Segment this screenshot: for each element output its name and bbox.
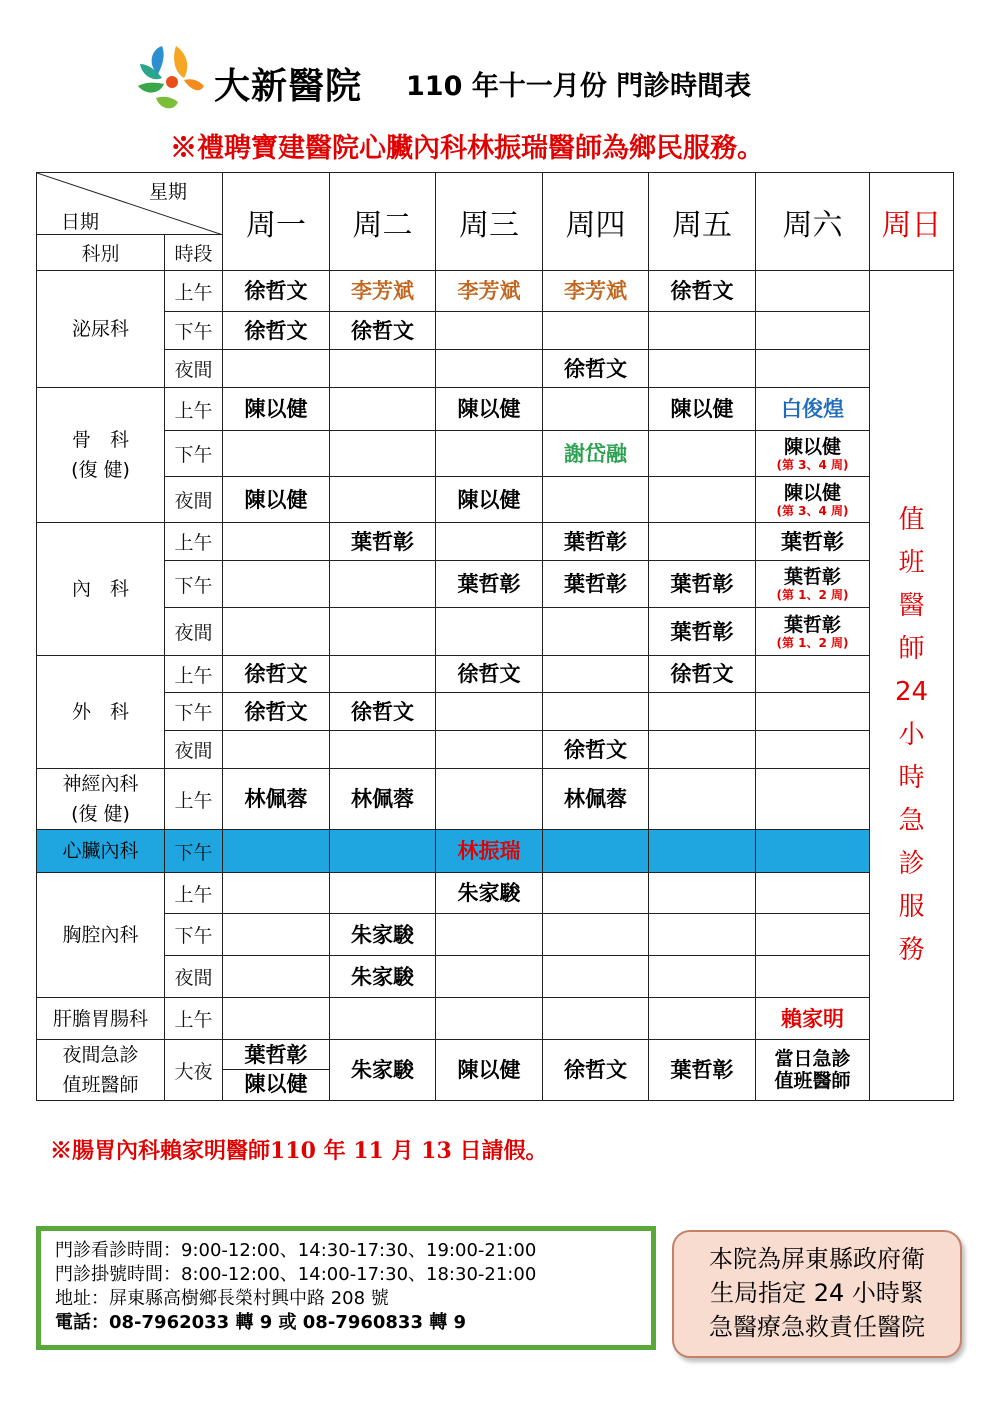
doctor: 徐哲文 [457,662,521,686]
dept-cardiology: 心臟內科 [37,830,165,873]
doctor: 李芳斌 [457,279,521,303]
period: 下午 [165,561,223,608]
dept-surgery: 外 科 [37,656,165,769]
date-label: 日期 [61,211,100,233]
slot [649,271,756,312]
doctor: 徐哲文 [670,662,734,686]
doctor: 林佩蓉 [351,787,414,811]
hospital-name: 大新醫院 [214,66,363,107]
split-slot [223,1040,330,1101]
day-wed: 周三 [436,173,543,271]
sunday-char: 時 [898,763,925,793]
period: 上午 [165,388,223,431]
period: 下午 [165,312,223,350]
doctor: 李芳斌 [351,279,414,303]
day-fri: 周五 [649,173,756,271]
week-note: (第 1、2 周) [776,635,849,650]
sunday-char: 值 [898,505,925,535]
period-header: 時段 [165,235,223,271]
doctor: 李芳斌 [564,279,627,303]
period: 上午 [165,998,223,1040]
period: 夜間 [165,477,223,523]
sunday-char: 小 [898,720,925,750]
header-corner [37,173,223,235]
dept-name: 神經內科 [62,773,139,795]
info-box [36,1226,656,1350]
dept-name: 夜間急診 [62,1044,139,1066]
sunday-char: 24 [894,677,929,707]
doctor: 陳以健 [244,1072,308,1096]
doctor: 徐哲文 [244,699,308,724]
doctor: 徐哲文 [564,1058,627,1082]
clinic-hours: 門診看診時間：9:00-12:00、14:30-17:30、19:00-21:00 [55,1240,537,1261]
period: 上午 [165,271,223,312]
doctor: 徐哲文 [244,318,308,343]
sunday-char: 服 [898,892,925,922]
sunday-char: 診 [898,849,925,879]
doctor: 白俊煌 [781,397,844,421]
notice-top: ※禮聘寶建醫院心臟內科林振瑞醫師為鄉民服務。 [170,133,764,164]
doctor: 林佩蓉 [244,787,308,811]
doctor: 陳以健 [783,435,841,458]
registration-hours: 門診掛號時間：8:00-12:00、14:00-17:30、18:30-21:00 [55,1264,537,1285]
period: 上午 [165,873,223,914]
dept-gastro: 肝膽胃腸科 [37,998,165,1040]
week-note: (第 3、4 周) [776,503,849,518]
doctor: 朱家駿 [351,1058,414,1082]
hospital-logo-icon [132,40,208,116]
phone: 電話：08-7962033 轉 9 或 08-7960833 轉 9 [55,1312,467,1333]
doctor: 徐哲文 [351,318,414,343]
dept-night-er [37,1040,165,1101]
er-duty-line1: 當日急診 [774,1048,851,1070]
doctor: 朱家駿 [457,881,521,905]
doctor: 葉哲彰 [781,529,844,554]
address: 地址：屏東縣高樹鄉長榮村興中路 208 號 [55,1288,389,1309]
period: 下午 [165,830,223,873]
dept-orthopedics [37,388,165,523]
doctor: 葉哲彰 [783,566,841,588]
day-thu: 周四 [543,173,649,271]
schedule-title: 110 年十一月份 門診時間表 [406,71,752,102]
doctor: 徐哲文 [564,737,627,762]
designation-line1: 本院為屏東縣政府衛 [709,1245,925,1273]
doctor: 陳以健 [457,487,521,512]
week-note: (第 1、2 周) [776,588,849,602]
sunday-char: 班 [898,548,925,578]
doctor: 賴家明 [781,1006,844,1031]
sunday-duty-column [870,271,954,1101]
sunday-char: 務 [898,935,925,965]
doctor: 葉哲彰 [670,572,734,596]
sunday-char: 急 [898,806,925,836]
doctor: 朱家駿 [351,922,414,947]
doctor: 謝岱融 [564,441,627,466]
designation-line3: 急醫療急救責任醫院 [709,1313,925,1341]
day-sat: 周六 [756,173,870,271]
period: 下午 [165,914,223,956]
week-note: (第 3、4 周) [776,457,849,472]
doctor: 陳以健 [670,397,734,421]
slot [223,271,330,312]
period: 大夜 [165,1040,223,1101]
sunday-char: 師 [898,634,925,664]
slot [756,271,870,312]
doctor: 陳以健 [457,1058,521,1082]
doctor: 徐哲文 [244,662,308,686]
doctor: 葉哲彰 [564,529,627,554]
period: 下午 [165,431,223,477]
doctor: 徐哲文 [564,356,627,381]
day-tue: 周二 [330,173,436,271]
dept-urology: 泌尿科 [37,271,165,388]
period: 夜間 [165,731,223,769]
dept-chest: 胸腔內科 [37,873,165,998]
period: 上午 [165,656,223,693]
doctor: 朱家駿 [351,964,414,989]
doctor: 徐哲文 [244,279,308,303]
doctor: 葉哲彰 [564,572,627,596]
doctor: 徐哲文 [670,279,734,303]
doctor: 林振瑞 [457,839,521,863]
doctor: 葉哲彰 [457,572,521,596]
dept-neurology [37,769,165,830]
day-mon: 周一 [223,173,330,271]
period: 夜間 [165,956,223,998]
doctor: 林佩蓉 [564,787,627,811]
dept-internal-medicine: 內 科 [37,523,165,656]
day-sun: 周日 [870,173,954,271]
dept-name: 骨 科 [71,429,129,451]
doctor: 葉哲彰 [783,613,841,636]
sunday-char: 醫 [898,591,925,621]
doctor: 陳以健 [783,481,841,504]
slot [330,271,436,312]
designation-line2: 生局指定 24 小時緊 [710,1279,924,1307]
doctor: 葉哲彰 [223,1042,329,1070]
period: 下午 [165,693,223,731]
dept-subname: (復 健) [71,803,130,825]
er-duty-line2: 值班醫師 [774,1070,851,1092]
doctor: 陳以健 [457,397,521,421]
notice-bottom: ※腸胃內科賴家明醫師110 年 11 月 13 日請假。 [50,1138,548,1164]
period: 上午 [165,769,223,830]
slot [436,271,543,312]
schedule-table [36,172,954,1101]
doctor: 陳以健 [244,397,308,421]
doctor: 葉哲彰 [670,619,734,644]
period: 夜間 [165,608,223,656]
sunday-duty-text [870,399,953,972]
week-label: 星期 [149,181,188,203]
doctor: 葉哲彰 [351,529,414,554]
dept-subname: (復 健) [71,459,130,481]
period: 上午 [165,523,223,561]
dept-header: 科別 [37,235,165,271]
slot [543,271,649,312]
designation-badge [672,1230,962,1358]
period: 夜間 [165,350,223,388]
doctor: 陳以健 [244,487,308,512]
doctor: 葉哲彰 [670,1058,734,1082]
doctor: 徐哲文 [351,699,414,724]
dept-subname: 值班醫師 [62,1074,139,1096]
